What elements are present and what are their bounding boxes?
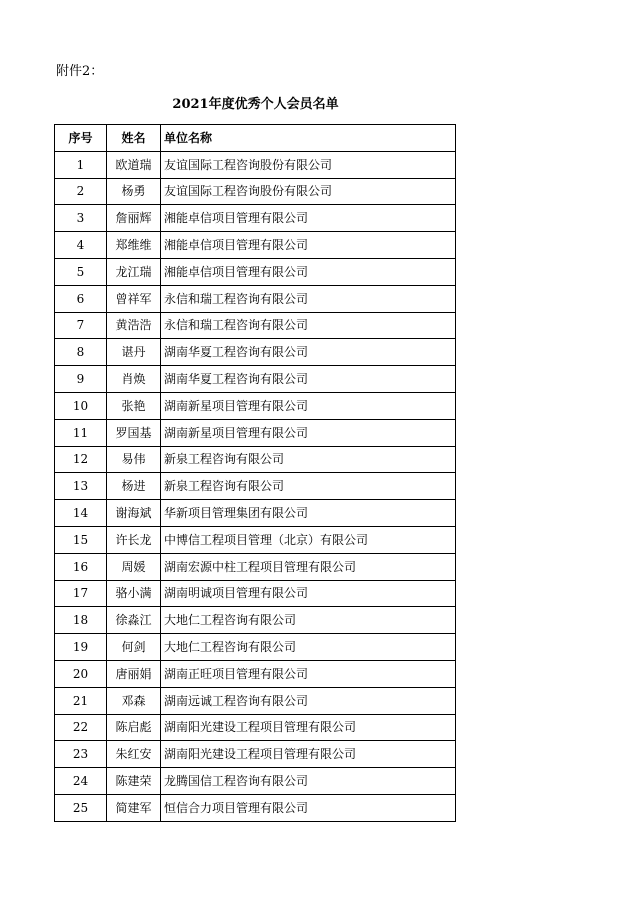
table-row	[55, 794, 456, 821]
row-index-cell: 14	[55, 500, 107, 527]
row-index-cell: 6	[55, 285, 107, 312]
row-index-cell: 15	[55, 526, 107, 553]
table-row	[55, 392, 456, 419]
table-row	[55, 473, 456, 500]
document-title: 2021年度优秀个人会员名单	[172, 97, 339, 112]
organization-cell: 友谊国际工程咨询股份有限公司	[161, 178, 456, 205]
row-index-cell: 23	[55, 741, 107, 768]
organization-cell: 大地仁工程咨询有限公司	[161, 607, 456, 634]
row-index-cell: 19	[55, 634, 107, 661]
row-index-cell: 2	[55, 178, 107, 205]
member-name-cell: 何剑	[107, 634, 161, 661]
member-name-cell: 简建军	[107, 794, 161, 821]
member-name-cell: 谢海斌	[107, 500, 161, 527]
row-index-cell: 21	[55, 687, 107, 714]
member-name-cell: 谌丹	[107, 339, 161, 366]
column-header-name: 姓名	[107, 125, 161, 152]
column-header-organization: 单位名称	[161, 125, 456, 152]
table-body	[55, 151, 456, 821]
table-row	[55, 660, 456, 687]
row-index-cell: 9	[55, 366, 107, 393]
table-row	[55, 178, 456, 205]
table-row	[55, 580, 456, 607]
member-name-cell: 许长龙	[107, 526, 161, 553]
row-index-cell: 12	[55, 446, 107, 473]
member-name-cell: 詹丽辉	[107, 205, 161, 232]
table-row	[55, 258, 456, 285]
organization-cell: 大地仁工程咨询有限公司	[161, 634, 456, 661]
row-index-cell: 5	[55, 258, 107, 285]
member-name-cell: 陈建荣	[107, 768, 161, 795]
member-name-cell: 周媛	[107, 553, 161, 580]
table-header	[55, 125, 456, 152]
table-row	[55, 500, 456, 527]
organization-cell: 华新项目管理集团有限公司	[161, 500, 456, 527]
member-name-cell: 陈启彪	[107, 714, 161, 741]
table-row	[55, 339, 456, 366]
table-row	[55, 151, 456, 178]
row-index-cell: 3	[55, 205, 107, 232]
organization-cell: 友谊国际工程咨询股份有限公司	[161, 151, 456, 178]
table-row	[55, 634, 456, 661]
organization-cell: 新泉工程咨询有限公司	[161, 473, 456, 500]
organization-cell: 永信和瑞工程咨询有限公司	[161, 285, 456, 312]
member-name-cell: 龙江瑞	[107, 258, 161, 285]
row-index-cell: 22	[55, 714, 107, 741]
row-index-cell: 17	[55, 580, 107, 607]
organization-cell: 湘能卓信项目管理有限公司	[161, 258, 456, 285]
table-row	[55, 419, 456, 446]
organization-cell: 湖南正旺项目管理有限公司	[161, 660, 456, 687]
row-index-cell: 8	[55, 339, 107, 366]
organization-cell: 湖南明诚项目管理有限公司	[161, 580, 456, 607]
table-row	[55, 205, 456, 232]
organization-cell: 龙腾国信工程咨询有限公司	[161, 768, 456, 795]
organization-cell: 新泉工程咨询有限公司	[161, 446, 456, 473]
organization-cell: 湘能卓信项目管理有限公司	[161, 232, 456, 259]
member-name-cell: 曾祥军	[107, 285, 161, 312]
organization-cell: 恒信合力项目管理有限公司	[161, 794, 456, 821]
row-index-cell: 25	[55, 794, 107, 821]
member-name-cell: 徐淼江	[107, 607, 161, 634]
attachment-label: 附件2：	[56, 64, 104, 79]
row-index-cell: 4	[55, 232, 107, 259]
row-index-cell: 13	[55, 473, 107, 500]
row-index-cell: 10	[55, 392, 107, 419]
table-row	[55, 446, 456, 473]
member-name-cell: 罗国基	[107, 419, 161, 446]
organization-cell: 湖南阳光建设工程项目管理有限公司	[161, 714, 456, 741]
organization-cell: 湖南新星项目管理有限公司	[161, 392, 456, 419]
organization-cell: 湖南宏源中柱工程项目管理有限公司	[161, 553, 456, 580]
row-index-cell: 7	[55, 312, 107, 339]
table-row	[55, 714, 456, 741]
table-row	[55, 285, 456, 312]
member-name-cell: 肖焕	[107, 366, 161, 393]
organization-cell: 湖南华夏工程咨询有限公司	[161, 339, 456, 366]
member-name-cell: 张艳	[107, 392, 161, 419]
table-row	[55, 553, 456, 580]
member-name-cell: 杨勇	[107, 178, 161, 205]
table-row	[55, 366, 456, 393]
row-index-cell: 20	[55, 660, 107, 687]
table-row	[55, 232, 456, 259]
row-index-cell: 24	[55, 768, 107, 795]
organization-cell: 湖南华夏工程咨询有限公司	[161, 366, 456, 393]
table-row	[55, 768, 456, 795]
organization-cell: 湘能卓信项目管理有限公司	[161, 205, 456, 232]
row-index-cell: 16	[55, 553, 107, 580]
member-name-cell: 易伟	[107, 446, 161, 473]
row-index-cell: 18	[55, 607, 107, 634]
table-row	[55, 741, 456, 768]
member-name-cell: 朱红安	[107, 741, 161, 768]
organization-cell: 中博信工程项目管理（北京）有限公司	[161, 526, 456, 553]
table-row	[55, 687, 456, 714]
organization-cell: 湖南新星项目管理有限公司	[161, 419, 456, 446]
member-name-cell: 欧道瑞	[107, 151, 161, 178]
row-index-cell: 1	[55, 151, 107, 178]
member-name-cell: 黄浩浩	[107, 312, 161, 339]
member-name-cell: 唐丽娟	[107, 660, 161, 687]
organization-cell: 永信和瑞工程咨询有限公司	[161, 312, 456, 339]
header-row	[55, 125, 456, 152]
table-row	[55, 526, 456, 553]
member-name-cell: 郑维维	[107, 232, 161, 259]
member-name-cell: 骆小满	[107, 580, 161, 607]
member-name-cell: 杨进	[107, 473, 161, 500]
organization-cell: 湖南阳光建设工程项目管理有限公司	[161, 741, 456, 768]
row-index-cell: 11	[55, 419, 107, 446]
member-table	[54, 124, 456, 822]
organization-cell: 湖南远诚工程咨询有限公司	[161, 687, 456, 714]
table-row	[55, 607, 456, 634]
member-name-cell: 邓森	[107, 687, 161, 714]
table-row	[55, 312, 456, 339]
column-header-index: 序号	[55, 125, 107, 152]
